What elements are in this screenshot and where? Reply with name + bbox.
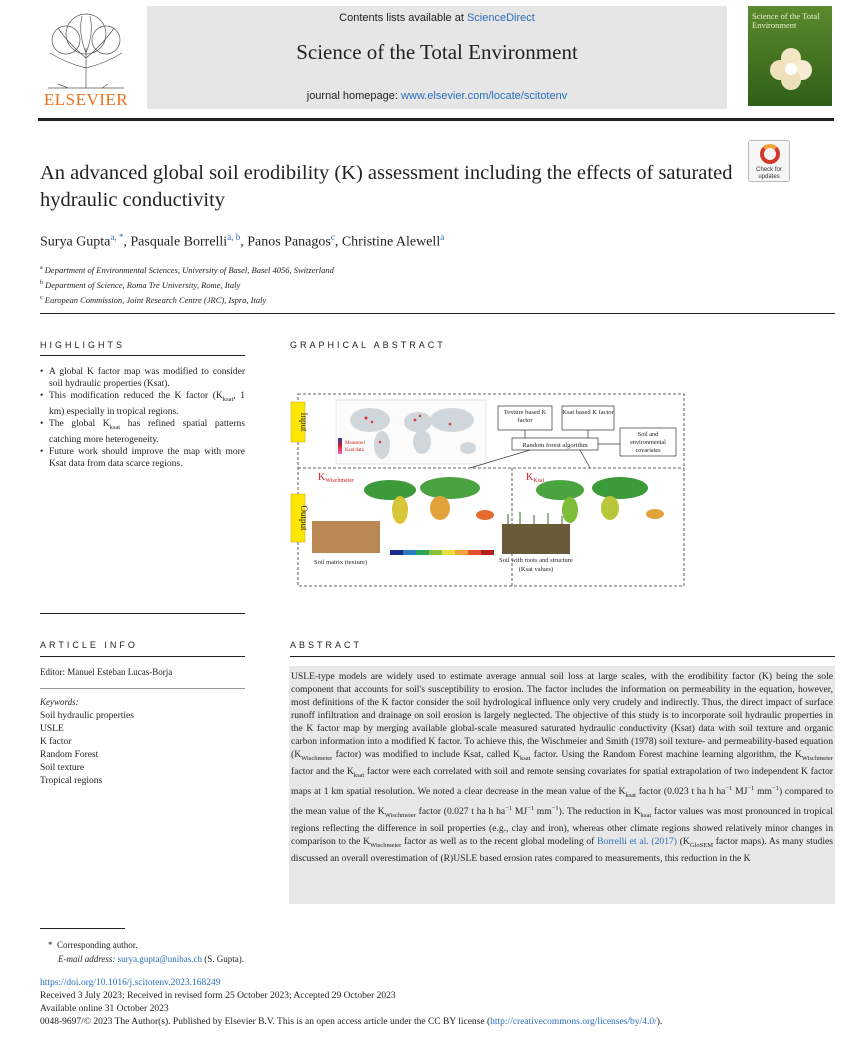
highlight-text: A global K factor map was modified to consider soil hydraulic properties (Ksat).: [49, 367, 245, 389]
input-world-map: [336, 400, 486, 464]
highlight-text: has refined spatial patterns catching more heterogeneity.: [49, 418, 245, 445]
author-name[interactable]: Surya Gupta: [40, 234, 111, 250]
affiliation-text: Department of Science, Roma Tre University, Rome, Italy: [45, 279, 241, 290]
keyword-list: [40, 710, 134, 788]
sciencedirect-link[interactable]: ScienceDirect: [466, 12, 535, 24]
divider: [40, 688, 245, 689]
keyword: Random Forest: [40, 750, 99, 760]
check-updates-label: Check for updates: [756, 167, 782, 180]
divider: [40, 313, 835, 314]
affiliation: [40, 262, 740, 277]
k-wischmeier-map: [364, 477, 494, 524]
keyword: Soil texture: [40, 763, 85, 773]
affiliation-marker: b: [40, 279, 43, 286]
divider: [40, 613, 245, 614]
homepage-line: [147, 90, 727, 102]
check-for-updates-badge[interactable]: [748, 140, 790, 182]
email-note: E-mail address: surya.gupta@unibas.ch (S. Gupta).: [58, 954, 244, 964]
soil-roots-photo: [502, 524, 570, 554]
covariates-label: Soil and environmental covariates: [630, 431, 666, 454]
highlight-item: [40, 366, 245, 390]
highlight-subscript: ksat: [222, 395, 234, 403]
elsevier-wordmark[interactable]: ELSEVIER: [43, 90, 129, 109]
graphical-abstract-figure[interactable]: [290, 390, 686, 590]
homepage-prefix: journal homepage:: [306, 90, 401, 102]
output-label: Output: [299, 505, 309, 531]
divider: [40, 656, 245, 657]
author-name[interactable]: Christine Alewell: [341, 234, 441, 250]
highlight-item: [40, 446, 245, 470]
caption-soil-roots: Soil with roots and structure: [499, 557, 573, 564]
legend-measured: Measured: [345, 441, 365, 446]
author-list: Surya Gupta$^{a, *}$, Pasquale Borrelli$^{a, b}$, Panos Panagos$^c$, Christine Alewell$^a$: [40, 232, 445, 250]
divider: [290, 656, 835, 657]
author-name[interactable]: Panos Panagos: [247, 234, 331, 250]
highlight-subscript: ksat: [109, 423, 121, 431]
author-affil-ref[interactable]: c: [330, 232, 335, 242]
corresponding-note: * Corresponding author.: [48, 940, 138, 950]
keywords-title: Keywords:: [40, 697, 79, 707]
article-info-heading: ARTICLE INFO: [40, 640, 138, 650]
doi-link[interactable]: https://doi.org/10.1016/j.scitotenv.2023.168249: [40, 978, 221, 988]
abstract-text: USLE-type models are widely used to estimate average annual soil loss at large scales, with the erodibility factor (K) being the sole component that accounts for soil's susceptibility to erosion. The factor includes the information on permeability in the equation, however, most definitions of the K factor consider the soil hydrological influence only very crudely and indirectly. Thus, the direct impact of surface runoff infiltration and drainage on soil erosion is largely neglected. The objective of this study is to incorporate soil hydraulic properties in the K factor map by merging available global-scale measured saturated hydraulic conductivity (Ksat) data with soil texture and organic carbon information into a modified K factor. To achieve this, the Wischmeier and Smith (1978) soil texture- and permeability-based equation ($K_{Wischmeier}$ factor) was modified to include Ksat, called $K_{ksat}$ factor. Using the Random Forest machine learning algorithm, the $K_{Wischmeier}$ factor and the $K_{ksat}$ factor were each correlated with soil and remote sensing covariates for spatial extrapolation of two independent K factor maps at 1 km spatial resolution. We noted a clear decrease in the mean value of the $K_{ksat}$ factor (0.023 t ha h $ha^{-1}$ $MJ^{-1}$ $mm^{-1}$) compared to the mean value of the $K_{Wischmeier}$ factor (0.027 t ha h $ha^{-1}$ $MJ^{-1}$ $mm^{-1}$). The reduction in $K_{ksat}$ factor values was most pronounced in tropical regions reflecting the difference in soil properties (e.g., clay and iron), whereas other climate regions showed relatively minor changes in comparison to the $K_{Wischmeier}$ factor as well as to the recent global modeling of Borrelli et al. (2017) ($K_{GloSEM}$ factor maps). As many studies discussed an overall overestimation of (R)USLE based erosion rates compared to measurements, this reduction in the K: [291, 671, 833, 864]
legend-ksat-data: Ksat data: [345, 448, 364, 453]
random-forest-label: Random forest algorithm: [522, 442, 588, 449]
abstract-heading: ABSTRACT: [290, 640, 363, 650]
footnote-rule: [40, 928, 125, 929]
texture-k-label: Texture based K factor: [503, 409, 547, 424]
highlight-text: Future work should improve the map with more Ksat data from data scarce regions.: [49, 446, 245, 469]
affiliation-text: Department of Environmental Sciences, University of Basel, Basel 4056, Switzerland: [44, 264, 334, 275]
author-affil-ref[interactable]: a, *: [110, 232, 124, 242]
received-dates: Received 3 July 2023; Received in revised form 25 October 2023; Accepted 29 October 2023: [40, 991, 396, 1001]
contents-line: [147, 12, 727, 24]
journal-title: Science of the Total Environment: [296, 40, 578, 64]
k-ksat-map: [536, 477, 664, 523]
affiliations: [40, 262, 740, 306]
homepage-link[interactable]: www.elsevier.com/locate/scitotenv: [400, 90, 568, 102]
license-link[interactable]: http://creativecommons.org/licenses/by/4.0/: [490, 1017, 657, 1027]
available-online: Available online 31 October 2023: [40, 1004, 169, 1014]
keyword: Tropical regions: [40, 776, 103, 786]
highlight-text: This modification reduced the K factor (K: [49, 391, 223, 401]
author-name[interactable]: Pasquale Borrelli: [130, 234, 228, 250]
caption-ksat-values: (Ksat values): [518, 566, 554, 573]
keyword: USLE: [40, 724, 64, 734]
k-ksat-label: $K_{Ksat}$: [526, 472, 545, 484]
graphical-abstract-heading: GRAPHICAL ABSTRACT: [290, 340, 446, 350]
borrelli-citation-link[interactable]: Borrelli et al. (2017): [597, 836, 677, 847]
affiliation: [40, 292, 740, 307]
keyword: K factor: [40, 737, 72, 747]
highlights-heading: HIGHLIGHTS: [40, 340, 126, 350]
highlight-text: , 1 km) especially in tropical regions.: [49, 391, 245, 417]
highlight-item: [40, 390, 245, 418]
affiliation-marker: a: [40, 265, 43, 271]
highlight-item: [40, 418, 245, 446]
abstract-box: [289, 666, 835, 904]
journal-cover-image[interactable]: [748, 6, 832, 106]
contents-prefix: Contents lists available at: [339, 12, 467, 24]
k-color-legend: [390, 550, 494, 555]
highlight-text: The global K: [49, 418, 110, 429]
license-line: 0048-9697/© 2023 The Author(s). Published by Elsevier B.V. This is an open access article under the CC BY license (http://creativecommons.org/licenses/by/4.0/).: [40, 1017, 663, 1027]
author-affil-ref[interactable]: a: [440, 232, 445, 242]
author-affil-ref[interactable]: a, b: [227, 232, 241, 242]
soil-matrix-photo: [312, 521, 380, 553]
editor-line: Editor: Manuel Esteban Lucas-Borja: [40, 667, 173, 677]
highlights-list: [40, 366, 245, 470]
ksat-k-label: Ksat based K factor: [562, 409, 614, 416]
caption-soil-matrix: Soil matrix (texture): [314, 559, 368, 566]
affiliation-text: European Commission, Joint Research Centre (JRC), Ispra, Italy: [44, 294, 267, 305]
cover-flower-graphic: [768, 46, 814, 92]
input-label: Input: [299, 412, 309, 432]
affiliation: [40, 277, 740, 292]
divider: [40, 355, 245, 356]
header-rule: [38, 118, 834, 121]
affiliation-marker: c: [40, 294, 43, 301]
email-link[interactable]: surya.gupta@unibas.ch: [117, 954, 202, 964]
cover-title: Science of the Total Environment: [752, 11, 820, 30]
check-updates-icon: [760, 144, 780, 164]
publication-info: [40, 977, 662, 1029]
journal-header-band: [147, 6, 727, 109]
paper-title: An advanced global soil erodibility (K) assessment including the effects of saturated hydraulic conductivity: [40, 162, 733, 211]
keyword: Soil hydraulic properties: [40, 711, 134, 721]
footnote: [48, 938, 244, 966]
k-wischmeier-label: $K_{Wischmeier}$: [318, 472, 354, 484]
